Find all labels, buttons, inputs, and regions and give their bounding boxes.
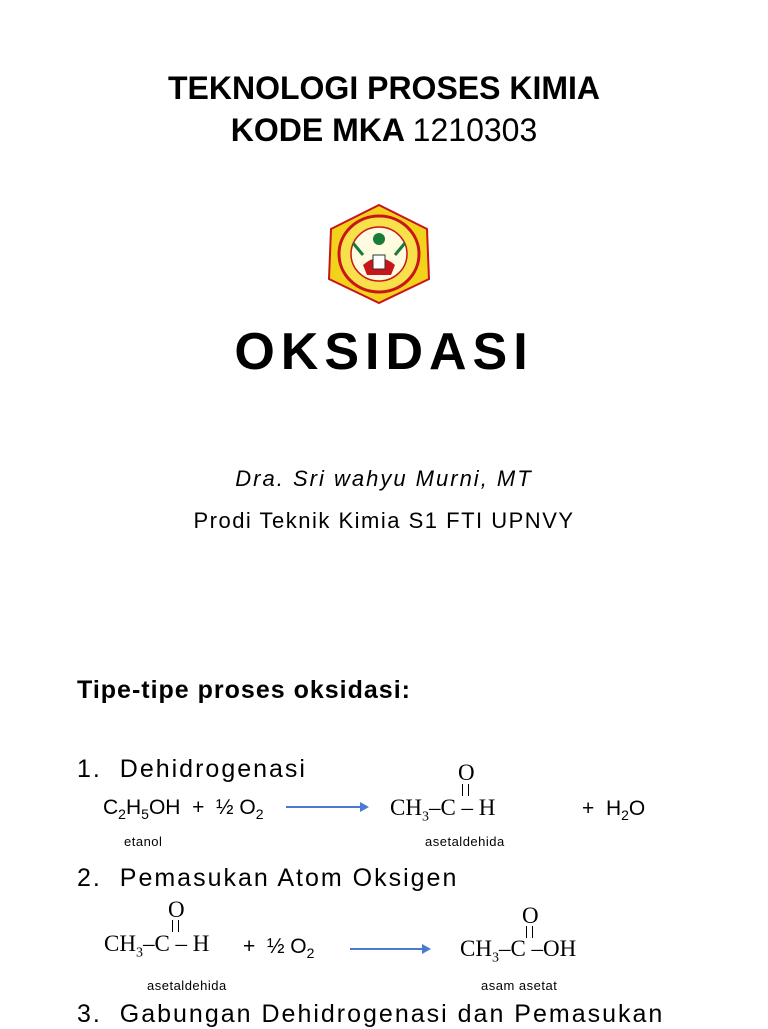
product-rest: –C –OH <box>498 936 577 961</box>
reaction2-reactant <box>104 931 209 962</box>
water-sub: 2 <box>621 807 629 824</box>
reaction1-label-left: etanol <box>124 834 163 849</box>
reactant-sub: 3 <box>135 945 143 961</box>
main-title: OKSIDASI <box>234 323 534 381</box>
reaction2-reactant-o: O <box>168 897 185 922</box>
university-seal-icon <box>323 203 435 305</box>
plus-sign: + <box>192 796 205 819</box>
reaction2-product <box>460 936 576 967</box>
course-title: TEKNOLOGI PROSES KIMIA <box>167 70 601 106</box>
reaction2-product-o: O <box>522 903 539 928</box>
product-rest: –C – H <box>428 795 496 820</box>
list-item-3 <box>77 1000 664 1029</box>
plus-sign: + <box>243 935 256 958</box>
list-item-number: 2. <box>77 864 102 892</box>
list-item-number: 3. <box>77 1000 102 1028</box>
affiliation: Prodi Teknik Kimia S1 FTI UPNVY <box>193 508 575 533</box>
half-oxygen: ½ O <box>216 796 256 819</box>
reactant-h: H <box>125 796 142 819</box>
reaction2-label-left: asetaldehida <box>147 978 227 993</box>
reaction1-arrow <box>286 806 362 808</box>
list-item-label: Pemasukan Atom Oksigen <box>119 864 459 892</box>
oxygen-sub: 2 <box>255 806 264 823</box>
reaction2-oxygen <box>243 935 314 961</box>
reactant-sub1: 2 <box>118 806 126 823</box>
course-code-label: KODE MKA <box>230 112 404 148</box>
course-code-number: 1210303 <box>412 112 538 148</box>
product-ch: CH <box>460 936 492 961</box>
list-item-label: Gabungan Dehidrogenasi dan Pemasukan <box>119 1000 665 1028</box>
author-name: Dra. Sri wahyu Murni, MT <box>235 466 533 491</box>
product-sub: 3 <box>491 950 499 966</box>
reactant-oh: OH <box>148 796 181 819</box>
reaction1-product-o: O <box>458 760 475 785</box>
section-heading: Tipe-tipe proses oksidasi: <box>77 676 411 704</box>
reaction1-reactant <box>103 796 264 822</box>
half-oxygen: ½ O <box>266 935 307 958</box>
reactant-c: C <box>103 796 119 819</box>
reaction1-product <box>390 795 495 826</box>
reaction1-arrowhead-icon <box>360 802 369 812</box>
list-item-1 <box>77 755 307 784</box>
water-h: H <box>605 797 622 820</box>
list-item-label: Dehidrogenasi <box>119 755 307 783</box>
reactant-ch: CH <box>104 931 136 956</box>
reaction2-label-right: asam asetat <box>481 978 558 993</box>
reactant-rest: –C – H <box>142 931 210 956</box>
reaction2-arrow <box>350 948 424 950</box>
oxygen-sub: 2 <box>306 945 315 962</box>
plus-sign-2: + <box>582 797 595 820</box>
list-item-number: 1. <box>77 755 102 783</box>
water-o: O <box>628 797 646 820</box>
reaction1-water <box>582 797 645 823</box>
product-sub: 3 <box>421 809 429 825</box>
reactant-sub2: 5 <box>141 806 149 823</box>
reaction1-label-right: asetaldehida <box>425 834 505 849</box>
course-code <box>0 112 768 148</box>
list-item-2 <box>77 864 458 893</box>
reaction2-arrowhead-icon <box>422 944 431 954</box>
product-ch: CH <box>390 795 422 820</box>
